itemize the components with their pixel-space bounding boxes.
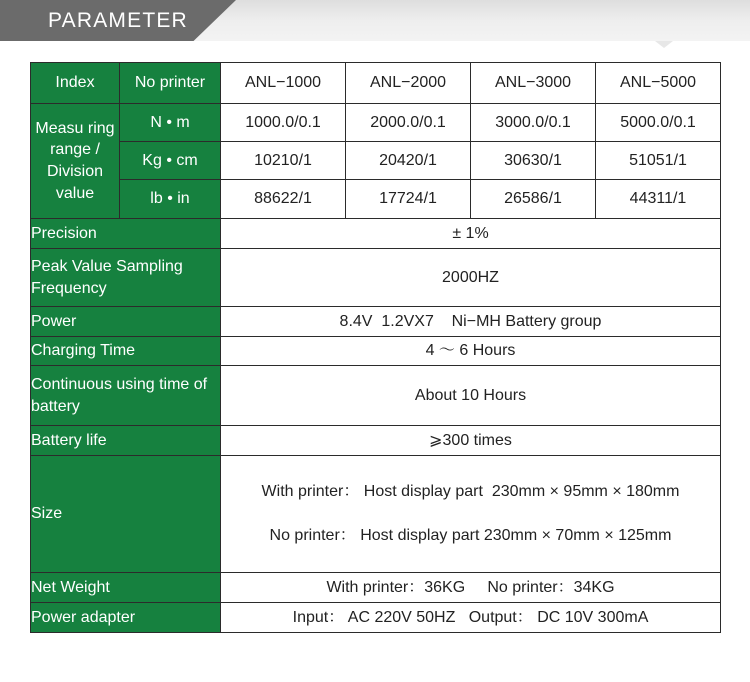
unit-label: N • m bbox=[120, 104, 221, 142]
unit-label: lb • in bbox=[120, 180, 221, 219]
row-value: 2000HZ bbox=[221, 249, 721, 307]
table-cell: 10210/1 bbox=[221, 142, 346, 180]
parameter-table bbox=[30, 62, 721, 633]
table-row bbox=[31, 307, 721, 337]
size-no-printer: No printer： Host display part 230mm × 70mm × 125mm bbox=[269, 527, 672, 544]
row-value: 8.4V 1.2VX7 Ni−MH Battery group bbox=[221, 307, 721, 337]
table-row bbox=[31, 603, 721, 633]
table-cell: 3000.0/0.1 bbox=[471, 104, 596, 142]
table-cell: 2000.0/0.1 bbox=[346, 104, 471, 142]
table-row bbox=[31, 219, 721, 249]
table-cell: 26586/1 bbox=[471, 180, 596, 219]
table-cell: 51051/1 bbox=[596, 142, 721, 180]
table-row bbox=[31, 426, 721, 456]
row-label: Precision bbox=[31, 219, 221, 249]
table-cell: 30630/1 bbox=[471, 142, 596, 180]
row-label: Size bbox=[31, 456, 221, 573]
table-row bbox=[31, 142, 721, 180]
row-label: Power bbox=[31, 307, 221, 337]
table-cell: 17724/1 bbox=[346, 180, 471, 219]
table-row bbox=[31, 104, 721, 142]
row-label: Power adapter bbox=[31, 603, 221, 633]
index-header: Index bbox=[31, 63, 120, 104]
variant-header: No printer bbox=[120, 63, 221, 104]
table-row bbox=[31, 249, 721, 307]
table-cell: 5000.0/0.1 bbox=[596, 104, 721, 142]
table-row bbox=[31, 337, 721, 366]
row-label: Charging Time bbox=[31, 337, 221, 366]
row-label: Battery life bbox=[31, 426, 221, 456]
table-row bbox=[31, 573, 721, 603]
row-value: With printer：36KG No printer：34KG bbox=[221, 573, 721, 603]
table-header-row bbox=[31, 63, 721, 104]
table-row bbox=[31, 180, 721, 219]
page-title: PARAMETER bbox=[48, 9, 188, 32]
row-value: 4 ～ 6 Hours bbox=[221, 337, 721, 366]
model-header: ANL−5000 bbox=[596, 63, 721, 104]
row-label: Peak Value Sampling Frequency bbox=[31, 249, 221, 307]
table-cell: 44311/1 bbox=[596, 180, 721, 219]
header-notch bbox=[655, 41, 673, 48]
row-value: Input： AC 220V 50HZ Output： DC 10V 300mA bbox=[221, 603, 721, 633]
row-value: ± 1% bbox=[221, 219, 721, 249]
size-with-printer: With printer： Host display part 230mm × 95mm × 180mm bbox=[261, 483, 680, 501]
model-header: ANL−3000 bbox=[471, 63, 596, 104]
measuring-range-label: Measu ring range / Division value bbox=[31, 104, 120, 219]
model-header: ANL−1000 bbox=[221, 63, 346, 104]
row-value: About 10 Hours bbox=[221, 366, 721, 426]
table-cell: 88622/1 bbox=[221, 180, 346, 219]
table-cell: 20420/1 bbox=[346, 142, 471, 180]
table-cell: 1000.0/0.1 bbox=[221, 104, 346, 142]
row-label: Continuous using time of battery bbox=[31, 366, 221, 426]
model-header: ANL−2000 bbox=[346, 63, 471, 104]
row-label: Net Weight bbox=[31, 573, 221, 603]
row-value bbox=[221, 456, 721, 573]
table-row bbox=[31, 366, 721, 426]
unit-label: Kg • cm bbox=[120, 142, 221, 180]
table-row bbox=[31, 456, 721, 573]
row-value: ⩾300 times bbox=[221, 426, 721, 456]
